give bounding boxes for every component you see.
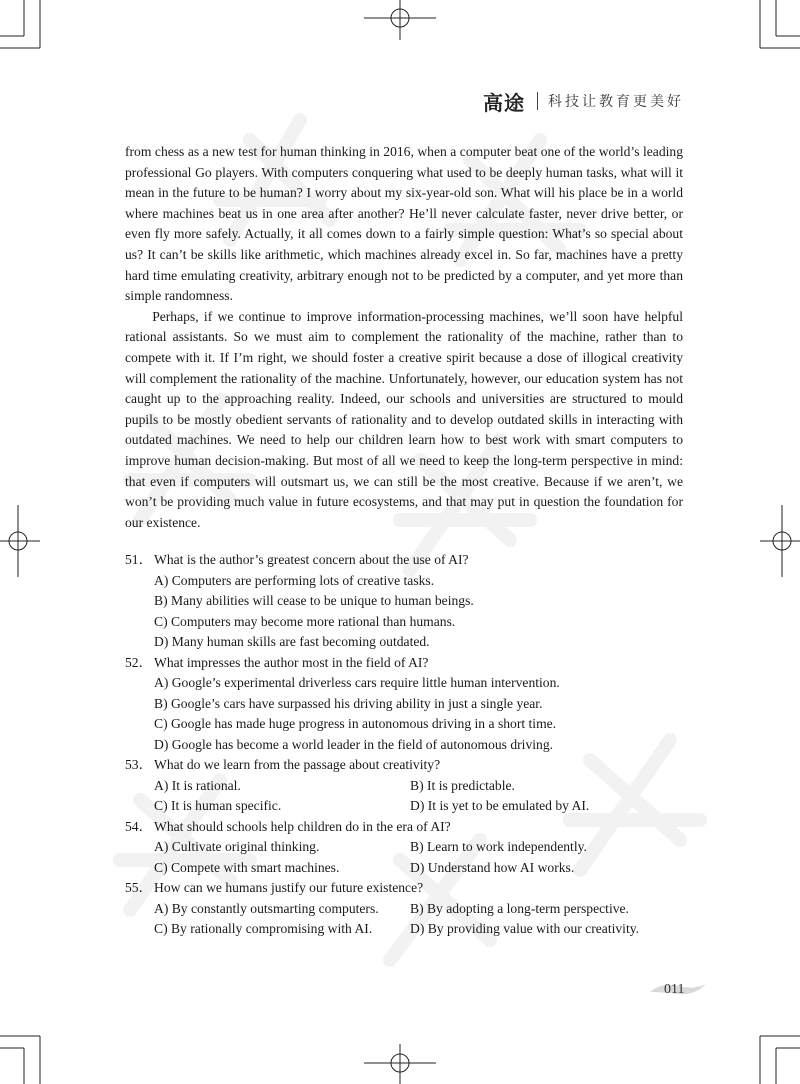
question-stem	[125, 817, 683, 838]
option-d: D) It is yet to be emulated by AI.	[410, 798, 590, 813]
page-number: 011	[664, 982, 685, 997]
page-number-badge	[648, 980, 708, 1002]
passage-paragraph-1: from chess as a new test for human thinking in 2016, when a computer beat one of the world’s leading professional Go players. With computers conquering what used to be deeply human tasks, what will it mean in the future to be human? I worry about my six-year-old son. What will his place be in a world where machines beat us in one area after another? He’ll never calculate faster, never drive better, or even fly more safely. Actually, it all comes down to a fairly simple question: What’s so special about us? It can’t be skills like arithmetic, which machines already excel in. So far, machines have a pretty hard time emulating creativity, arbitrary enough not to be predicted by a computer, and yet more than simple randomness.	[125, 144, 683, 304]
option-list	[125, 837, 683, 878]
brand-logo-text: 高途	[483, 90, 525, 115]
passage-paragraph-2: Perhaps, if we continue to improve information-processing machines, we’ll soon have helpful rational assistants. So we must aim to complement the rationality of the machine, rather than to compete with it. If I’m right, we should foster a creative spirit because a dose of illogical creativity will complement the rationality of the machine. Unfortunately, however, our education system has not caught up to the approaching reality. Indeed, our schools and universities are structured to mould pupils to be mostly obedient servants of rationality and to develop outdated skills in interacting with outdated machines. We need to help our children learn how to best work with smart computers to improve human decision-making. But most of all we need to keep the long-term perspective in mind: that even if computers will outsmart us, we can still be the most creative. Because if we aren’t, we won’t be providing much value in future ecosystems, and that may put in question the foundation for our existence.	[125, 308, 683, 530]
question-number: 52．	[125, 654, 153, 670]
option-c: C) Compete with smart machines.	[154, 859, 340, 875]
option-d: D) By providing value with our creativity.	[410, 921, 640, 936]
question-stem	[125, 878, 683, 899]
option-b: B) It is predictable.	[410, 777, 515, 793]
option-a: A) By constantly outsmarting computers.	[154, 900, 379, 916]
question-number: 55．	[125, 880, 153, 895]
option-d: D) Many human skills are fast becoming outdated.	[154, 634, 430, 649]
option-b: B) Google’s cars have surpassed his driving ability in just a single year.	[154, 695, 543, 711]
option-a: A) Cultivate original thinking.	[154, 839, 320, 854]
option-a: A) Google’s experimental driverless cars require little human intervention.	[154, 675, 560, 690]
question-52	[125, 653, 683, 756]
option-a: A) Computers are performing lots of creative tasks.	[154, 572, 435, 588]
question-text: What do we learn from the passage about creativity?	[154, 757, 441, 772]
reading-passage	[125, 142, 683, 533]
question-text: What is the author’s greatest concern about the use of AI?	[154, 552, 469, 567]
option-list	[125, 776, 683, 817]
question-stem	[125, 755, 683, 776]
question-text: What impresses the author most in the field of AI?	[154, 654, 429, 670]
option-d: D) Google has become a world leader in the field of autonomous driving.	[154, 736, 554, 752]
option-b: B) Learn to work independently.	[410, 839, 587, 854]
option-a: A) It is rational.	[154, 777, 241, 793]
page-header	[483, 86, 684, 116]
option-list	[125, 673, 683, 755]
question-51	[125, 550, 683, 653]
option-list	[125, 899, 683, 940]
option-list	[125, 571, 683, 653]
question-stem	[125, 550, 683, 571]
option-b: B) By adopting a long-term perspective.	[410, 900, 629, 916]
option-c: C) Computers may become more rational than humans.	[154, 613, 456, 629]
option-d: D) Understand how AI works.	[410, 859, 575, 875]
question-55	[125, 878, 683, 940]
question-number: 54．	[125, 818, 153, 834]
question-text: How can we humans justify our future existence?	[154, 880, 424, 895]
option-c: C) It is human specific.	[154, 798, 282, 813]
option-c: C) Google has made huge progress in autonomous driving in a short time.	[154, 716, 557, 731]
option-b: B) Many abilities will cease to be unique to human beings.	[154, 593, 474, 608]
question-text: What should schools help children do in the era of AI?	[154, 818, 451, 834]
question-number: 51．	[125, 552, 153, 567]
question-53	[125, 755, 683, 817]
question-stem	[125, 653, 683, 674]
header-slogan: 科技让教育更美好	[548, 94, 684, 110]
question-54	[125, 817, 683, 879]
question-number: 53．	[125, 757, 153, 772]
option-c: C) By rationally compromising with AI.	[154, 921, 373, 936]
question-list	[125, 550, 683, 940]
header-divider	[537, 92, 538, 110]
